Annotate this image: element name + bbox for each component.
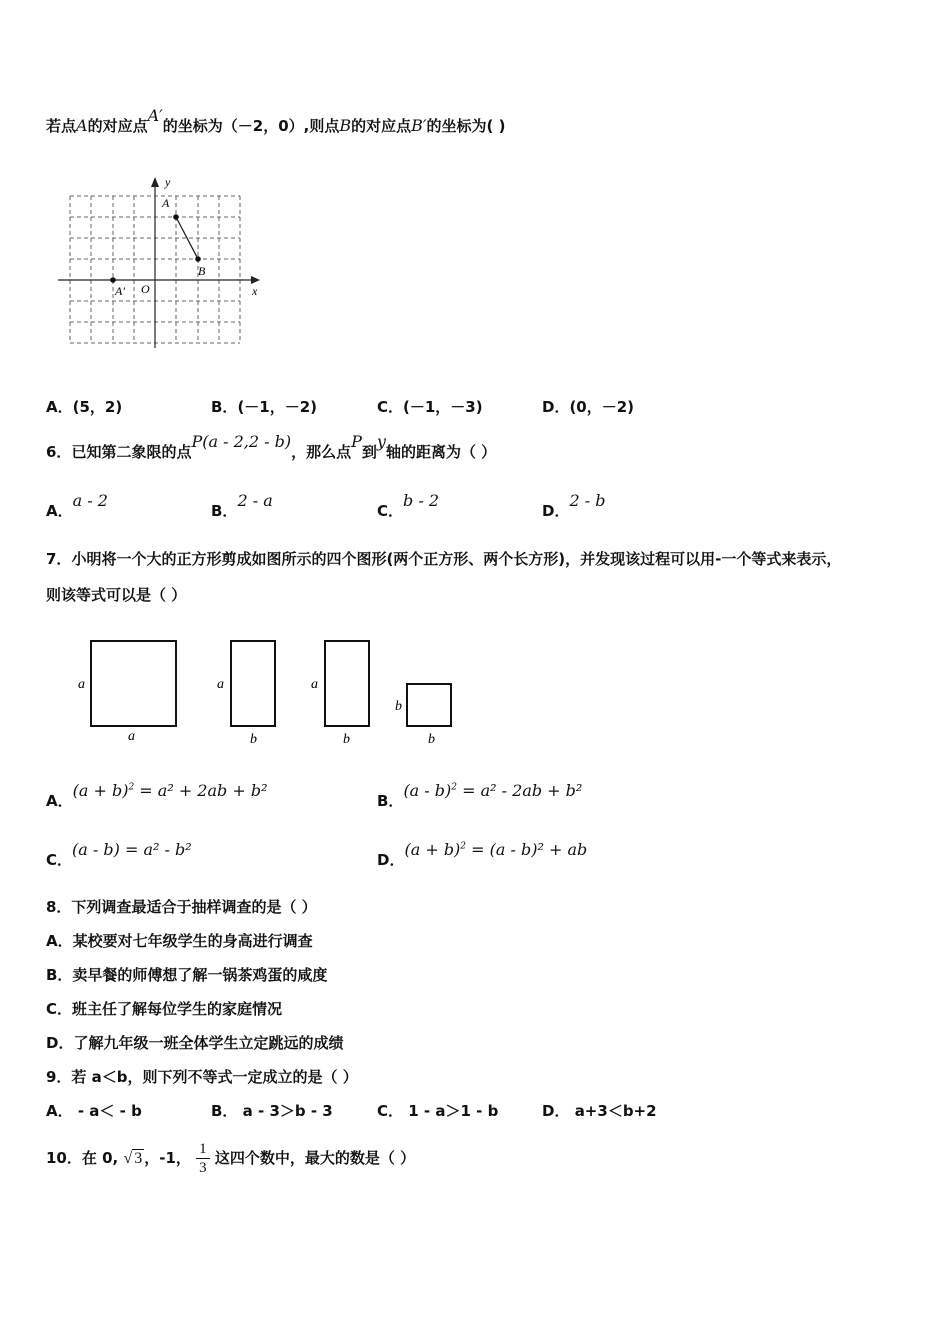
q5-label-a-prime: A′ (115, 284, 125, 298)
q10-sqrt-radicand: 3 (134, 1150, 143, 1167)
q10-stem-mid: ，-1， (144, 1149, 191, 1167)
q5-point-a-dot (173, 214, 179, 220)
q5-stem (46, 106, 506, 136)
q7-rectangle-2 (325, 641, 369, 726)
q9-option-b[interactable] (211, 1100, 333, 1121)
q7-option-b-exponent: 2 (451, 782, 458, 793)
q6-stem-mid2: 到 (361, 443, 377, 461)
q9-option-b-text: a - 3＞b - 3 (242, 1102, 333, 1120)
q5-segment-ab (176, 217, 198, 259)
q10-fraction (196, 1140, 210, 1177)
q7-stem-text1: 小明将一个大的正方形剪成如图所示的四个图形(两个正方形、两个长方形)，并发现该过程可以用-一个等式来表示， (71, 550, 842, 568)
q7-rectangle-2-side-label: a (311, 677, 318, 692)
q5-option-c-text: (－1，－3) (403, 398, 483, 416)
q8-option-b[interactable]: B．卖早餐的师傅想了解一锅茶鸡蛋的咸度 (46, 966, 328, 984)
q7-shapes-figure (70, 630, 470, 752)
q5-label-y: y (165, 175, 171, 189)
q9-option-c[interactable] (377, 1100, 498, 1121)
q7-option-d-letter: D． (377, 851, 405, 869)
q5-label-x: x (252, 284, 258, 298)
q7-option-d[interactable] (377, 840, 588, 870)
q10-stem-pre: 10．在 0, (46, 1149, 119, 1167)
q6-option-d-letter: D． (542, 502, 570, 520)
q6-number: 6． (46, 443, 72, 461)
q5-point-a: A (76, 116, 88, 135)
q9-option-c-letter: C． (377, 1102, 404, 1120)
q10-fraction-numerator: 1 (196, 1140, 210, 1159)
q7-option-d-exponent: 2 (460, 841, 467, 852)
q10-fraction-denominator: 3 (199, 1160, 207, 1176)
q8-option-d[interactable]: D．了解九年级一班全体学生立定跳远的成绩 (46, 1034, 344, 1052)
q5-option-d-letter: D． (542, 398, 570, 416)
q8-option-a[interactable]: A．某校要对七年级学生的身高进行调查 (46, 932, 313, 950)
q7-option-b-expr (403, 781, 582, 800)
q7-option-d-lhs: (a + b) (404, 840, 461, 859)
q7-big-square (91, 641, 176, 726)
q7-option-b[interactable] (377, 781, 583, 811)
q7-small-square (407, 684, 451, 726)
q7-option-a-rhs: = a² + 2ab + b² (139, 781, 268, 800)
q5-option-b[interactable] (211, 396, 317, 417)
q6-option-b-expr: 2 - a (237, 491, 273, 510)
q5-stem-pre: 若点 (46, 117, 77, 135)
q9-option-d-letter: D． (542, 1102, 570, 1120)
q7-option-d-rhs: = (a - b)² + ab (471, 840, 588, 859)
q5-option-b-text: (－1，－2) (237, 398, 318, 416)
q7-option-c[interactable] (46, 840, 192, 870)
q10-stem-post: 这四个数中，最大的数是（ ） (214, 1149, 416, 1167)
q6-stem-mid: ，那么点 (291, 443, 352, 461)
q8-stem: 8．下列调查最适合于抽样调查的是（ ） (46, 898, 317, 916)
q7-option-a-expr (73, 781, 268, 800)
q7-big-square-side-label: a (78, 677, 85, 692)
q7-option-a-exponent: 2 (128, 782, 135, 793)
q5-option-a-letter: A． (46, 398, 73, 416)
q5-option-a[interactable] (46, 396, 122, 417)
q7-rectangle-2-bottom-label: b (343, 732, 350, 747)
q5-point-a-prime-dot (110, 277, 116, 283)
q7-stem-line2 (46, 584, 186, 605)
q5-label-a: A (162, 196, 170, 210)
q6-option-d[interactable] (542, 491, 606, 521)
q9-stem: 9．若 a＜b，则下列不等式一定成立的是（ ） (46, 1068, 358, 1086)
q7-number: 7． (46, 550, 72, 568)
q7-small-square-side-label: b (395, 699, 402, 714)
q7-option-c-rhs: = a² - b² (124, 840, 192, 859)
q5-option-b-letter: B． (211, 398, 238, 416)
q6-point-p: P (351, 432, 362, 451)
q7-stem-line1 (46, 548, 841, 569)
q5-stem-mid1: 的对应点 (87, 117, 148, 135)
q7-option-c-lhs: (a - b) (72, 840, 120, 859)
q5-point-b-prime: B′ (411, 116, 427, 135)
q5-y-axis-arrow (151, 177, 159, 187)
q5-option-c[interactable] (377, 396, 483, 417)
q7-option-a-letter: A． (46, 792, 73, 810)
q5-x-axis-arrow (251, 276, 260, 284)
q7-rectangle-1-side-label: a (217, 677, 224, 692)
q7-option-c-letter: C． (46, 851, 73, 869)
q6-axis-y: y (376, 432, 386, 451)
q6-option-c[interactable] (377, 491, 440, 521)
q7-big-square-bottom-label: a (128, 729, 135, 744)
q5-point-b: B (339, 116, 352, 135)
q7-rectangle-1 (231, 641, 275, 726)
q6-point-expression: P(a - 2,2 - b) (191, 432, 292, 451)
q9-option-b-letter: B． (211, 1102, 238, 1120)
q5-point-b-dot (195, 256, 201, 262)
q6-option-b[interactable] (211, 491, 273, 521)
q6-option-c-expr: b - 2 (403, 491, 440, 510)
q7-option-c-expr (72, 840, 192, 859)
q7-small-square-bottom-label: b (428, 732, 435, 747)
q9-option-c-text: 1 - a＞1 - b (408, 1102, 499, 1120)
q5-label-b: B (198, 264, 206, 278)
q9-option-a[interactable] (46, 1100, 142, 1121)
q6-stem-post: 轴的距离为（ ） (385, 443, 497, 461)
q6-option-a-letter: A． (46, 502, 73, 520)
q5-stem-mid3: 的对应点 (351, 117, 412, 135)
q6-stem (46, 432, 497, 462)
q7-option-a[interactable] (46, 781, 268, 811)
q6-option-a-expr: a - 2 (72, 491, 108, 510)
q6-stem-pre: 已知第二象限的点 (71, 443, 192, 461)
q5-stem-post: 的坐标为( ) (426, 117, 506, 135)
q7-stem-text2: 则该等式可以是（ ） (46, 586, 187, 604)
q7-option-b-letter: B． (377, 792, 404, 810)
q5-option-c-letter: C． (377, 398, 404, 416)
q6-option-b-letter: B． (211, 502, 238, 520)
q10-sqrt-three (123, 1149, 144, 1167)
q9-option-d[interactable] (542, 1100, 657, 1121)
q6-option-a[interactable] (46, 491, 108, 521)
q9-option-a-text: - a＜ - b (77, 1102, 142, 1120)
q9-option-a-letter: A． (46, 1102, 73, 1120)
q6-option-d-expr: 2 - b (569, 491, 606, 510)
q5-option-d-text: (0，－2) (569, 398, 635, 416)
q5-point-a-prime: A′ (147, 106, 163, 125)
q5-stem-mid2: 的坐标为（－2，0）,则点 (162, 117, 340, 135)
q7-rectangle-1-bottom-label: b (250, 732, 257, 747)
q8-option-c[interactable]: C．班主任了解每位学生的家庭情况 (46, 1000, 283, 1018)
q7-option-b-rhs: = a² - 2ab + b² (462, 781, 583, 800)
q6-option-c-letter: C． (377, 502, 404, 520)
q10-stem (46, 1140, 415, 1177)
q9-option-d-text: a+3＜b+2 (574, 1102, 657, 1120)
q5-option-d[interactable] (542, 396, 634, 417)
q10-sqrt-sign: √ (123, 1150, 133, 1167)
q7-option-b-lhs: (a - b) (403, 781, 452, 800)
q5-option-a-text: (5，2) (72, 398, 123, 416)
q7-option-d-expr (404, 840, 587, 859)
q5-label-origin: O (141, 282, 150, 296)
q7-option-a-lhs: (a + b) (72, 781, 129, 800)
q5-coordinate-figure (52, 172, 272, 352)
